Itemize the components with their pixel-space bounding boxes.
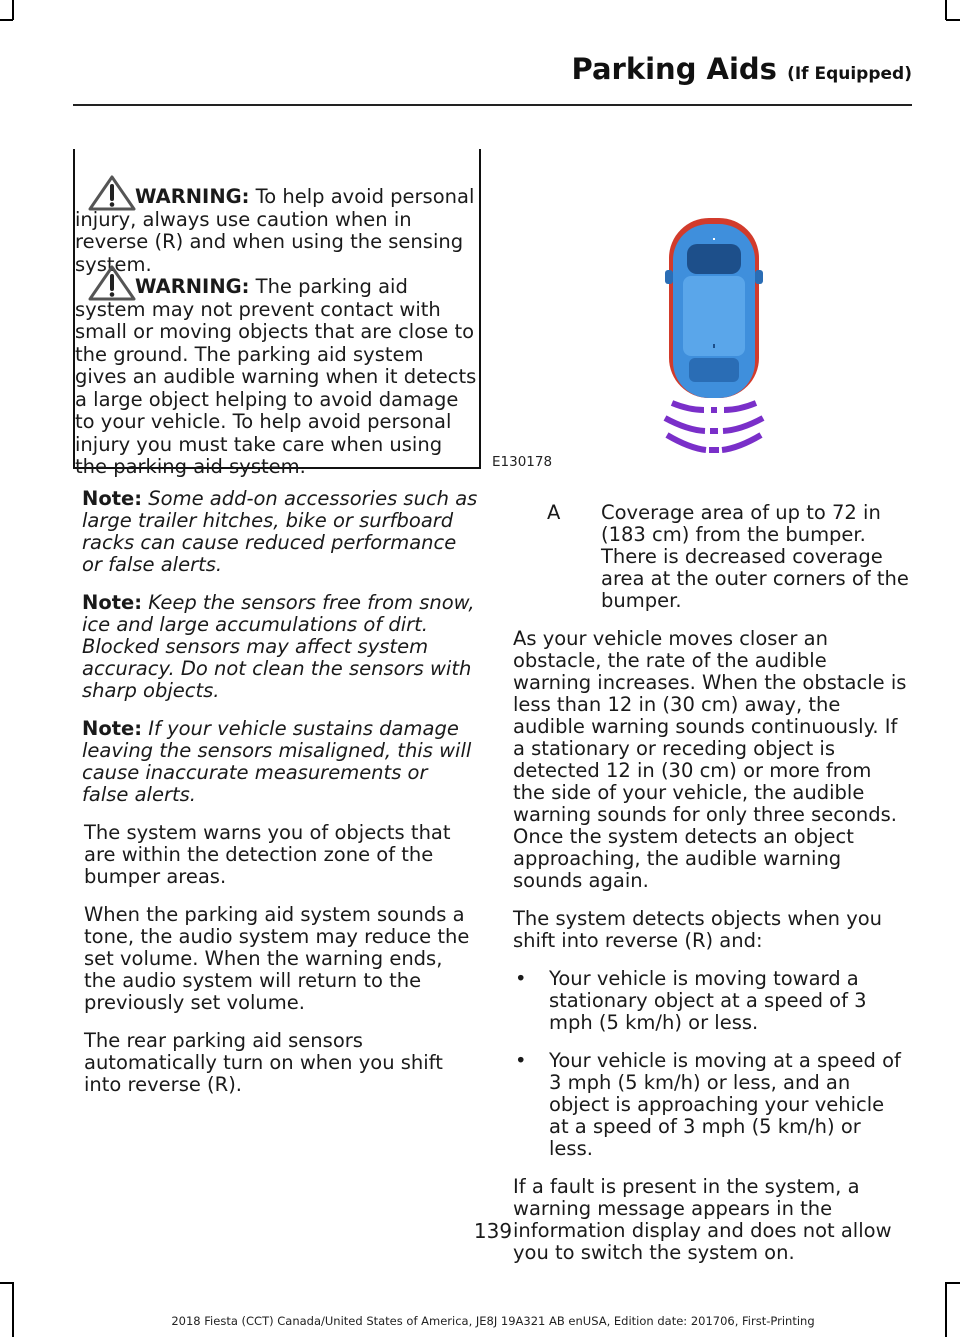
figure-code: E130178 — [492, 454, 553, 470]
note-label: Note: — [82, 591, 143, 614]
legend-item — [513, 502, 909, 612]
header-divider — [73, 104, 912, 106]
note-text: Keep the sensors free from snow, ice and large accumulations of dirt. Blocked sensors may affect system accuracy. Do not clean the sensors with sharp objects. — [82, 591, 475, 702]
warning-block — [75, 276, 477, 479]
note-label: Note: — [82, 487, 143, 510]
note-text: Some add-on accessories such as large trailer hitches, bike or surfboard racks can cause reduced performance or false alerts. — [82, 487, 478, 576]
legend-key: A — [547, 501, 561, 524]
crop-mark — [12, 1282, 14, 1337]
note-text: If your vehicle sustains damage leaving the sensors misaligned, this will cause inaccurate measurements or false alerts. — [82, 717, 472, 806]
warning-label: WARNING: — [135, 185, 250, 208]
page-title-suffix: (If Equipped) — [787, 64, 912, 84]
warning-text: The parking aid system may not prevent contact with small or moving objects that are close to the ground. The parking aid system gives an audible warning when it detects a large object helping to avoid damage to your vehicle. To help avoid personal injury you must take care when using the parking aid system. — [75, 275, 477, 478]
body-paragraph: If a fault is present in the system, a warning message appears in the information display and does not allow you to switch the system on. — [513, 1175, 892, 1264]
page-title-text: Parking Aids — [571, 52, 777, 86]
crop-mark — [946, 1282, 960, 1284]
body-paragraph: The rear parking aid sensors automatically turn on when you shift into reverse (R). — [84, 1029, 443, 1096]
right-column — [513, 502, 909, 1280]
warning-triangle-icon — [85, 174, 139, 218]
note-paragraph — [82, 592, 478, 702]
left-column — [82, 488, 478, 1112]
list-item-text: Your vehicle is moving at a speed of 3 mph (5 km/h) or less, and an object is approaching your vehicle at a speed of 3 mph (5 km/h) or less. — [549, 1049, 901, 1160]
list-item — [513, 1050, 909, 1160]
parking-sensor-illustration — [489, 148, 911, 468]
page-number: 139 — [473, 1219, 513, 1243]
body-paragraph: The system warns you of objects that are within the detection zone of the bumper areas. — [84, 821, 451, 888]
page-footer: 2018 Fiesta (CCT) Canada/United States of America, JE8J 19A321 AB enUSA, Edition date: 201706, First-Printing — [171, 1314, 815, 1328]
note-label: Note: — [82, 717, 143, 740]
warning-text: To help avoid personal injury, always use caution when in reverse (R) and when using the sensing system. — [75, 185, 475, 276]
crop-mark — [945, 0, 947, 20]
crop-mark — [946, 19, 960, 21]
body-paragraph: As your vehicle moves closer an obstacle, the rate of the audible warning increases. When the obstacle is less than 12 in (30 cm) away, the audible warning sounds continuously. If a stationary or receding object is detected 12 in (30 cm) or more from the side of your vehicle, the audible warning sounds for only three seconds. Once the system detects an object approaching, the audible warning sounds again. — [513, 627, 907, 892]
crop-mark — [945, 1282, 947, 1337]
list-item — [513, 968, 909, 1034]
bullet-mark: • — [515, 967, 527, 990]
warning-block — [75, 186, 477, 276]
legend-text: Coverage area of up to 72 in (183 cm) from the bumper. There is decreased coverage area at the outer corners of the bumper. — [601, 501, 909, 612]
note-paragraph — [82, 488, 478, 576]
figure — [489, 148, 911, 478]
note-paragraph — [82, 718, 478, 806]
warning-box — [73, 149, 481, 478]
sensor-coverage-waves — [665, 403, 763, 450]
page-title — [0, 52, 912, 86]
crop-mark — [12, 0, 14, 20]
bullet-mark: • — [515, 1049, 527, 1072]
list-item-text: Your vehicle is moving toward a stationary object at a speed of 3 mph (5 km/h) or less. — [549, 967, 867, 1034]
warning-triangle-icon — [85, 264, 139, 308]
warning-label: WARNING: — [135, 275, 250, 298]
crop-mark — [0, 1282, 13, 1284]
car-top-view-image — [665, 218, 763, 398]
body-paragraph: When the parking aid system sounds a tone, the audio system may reduce the set volume. When the warning ends, the audio system will return to the previously set volume. — [84, 903, 470, 1014]
body-paragraph: The system detects objects when you shift into reverse (R) and: — [513, 907, 883, 952]
crop-mark — [0, 19, 13, 21]
